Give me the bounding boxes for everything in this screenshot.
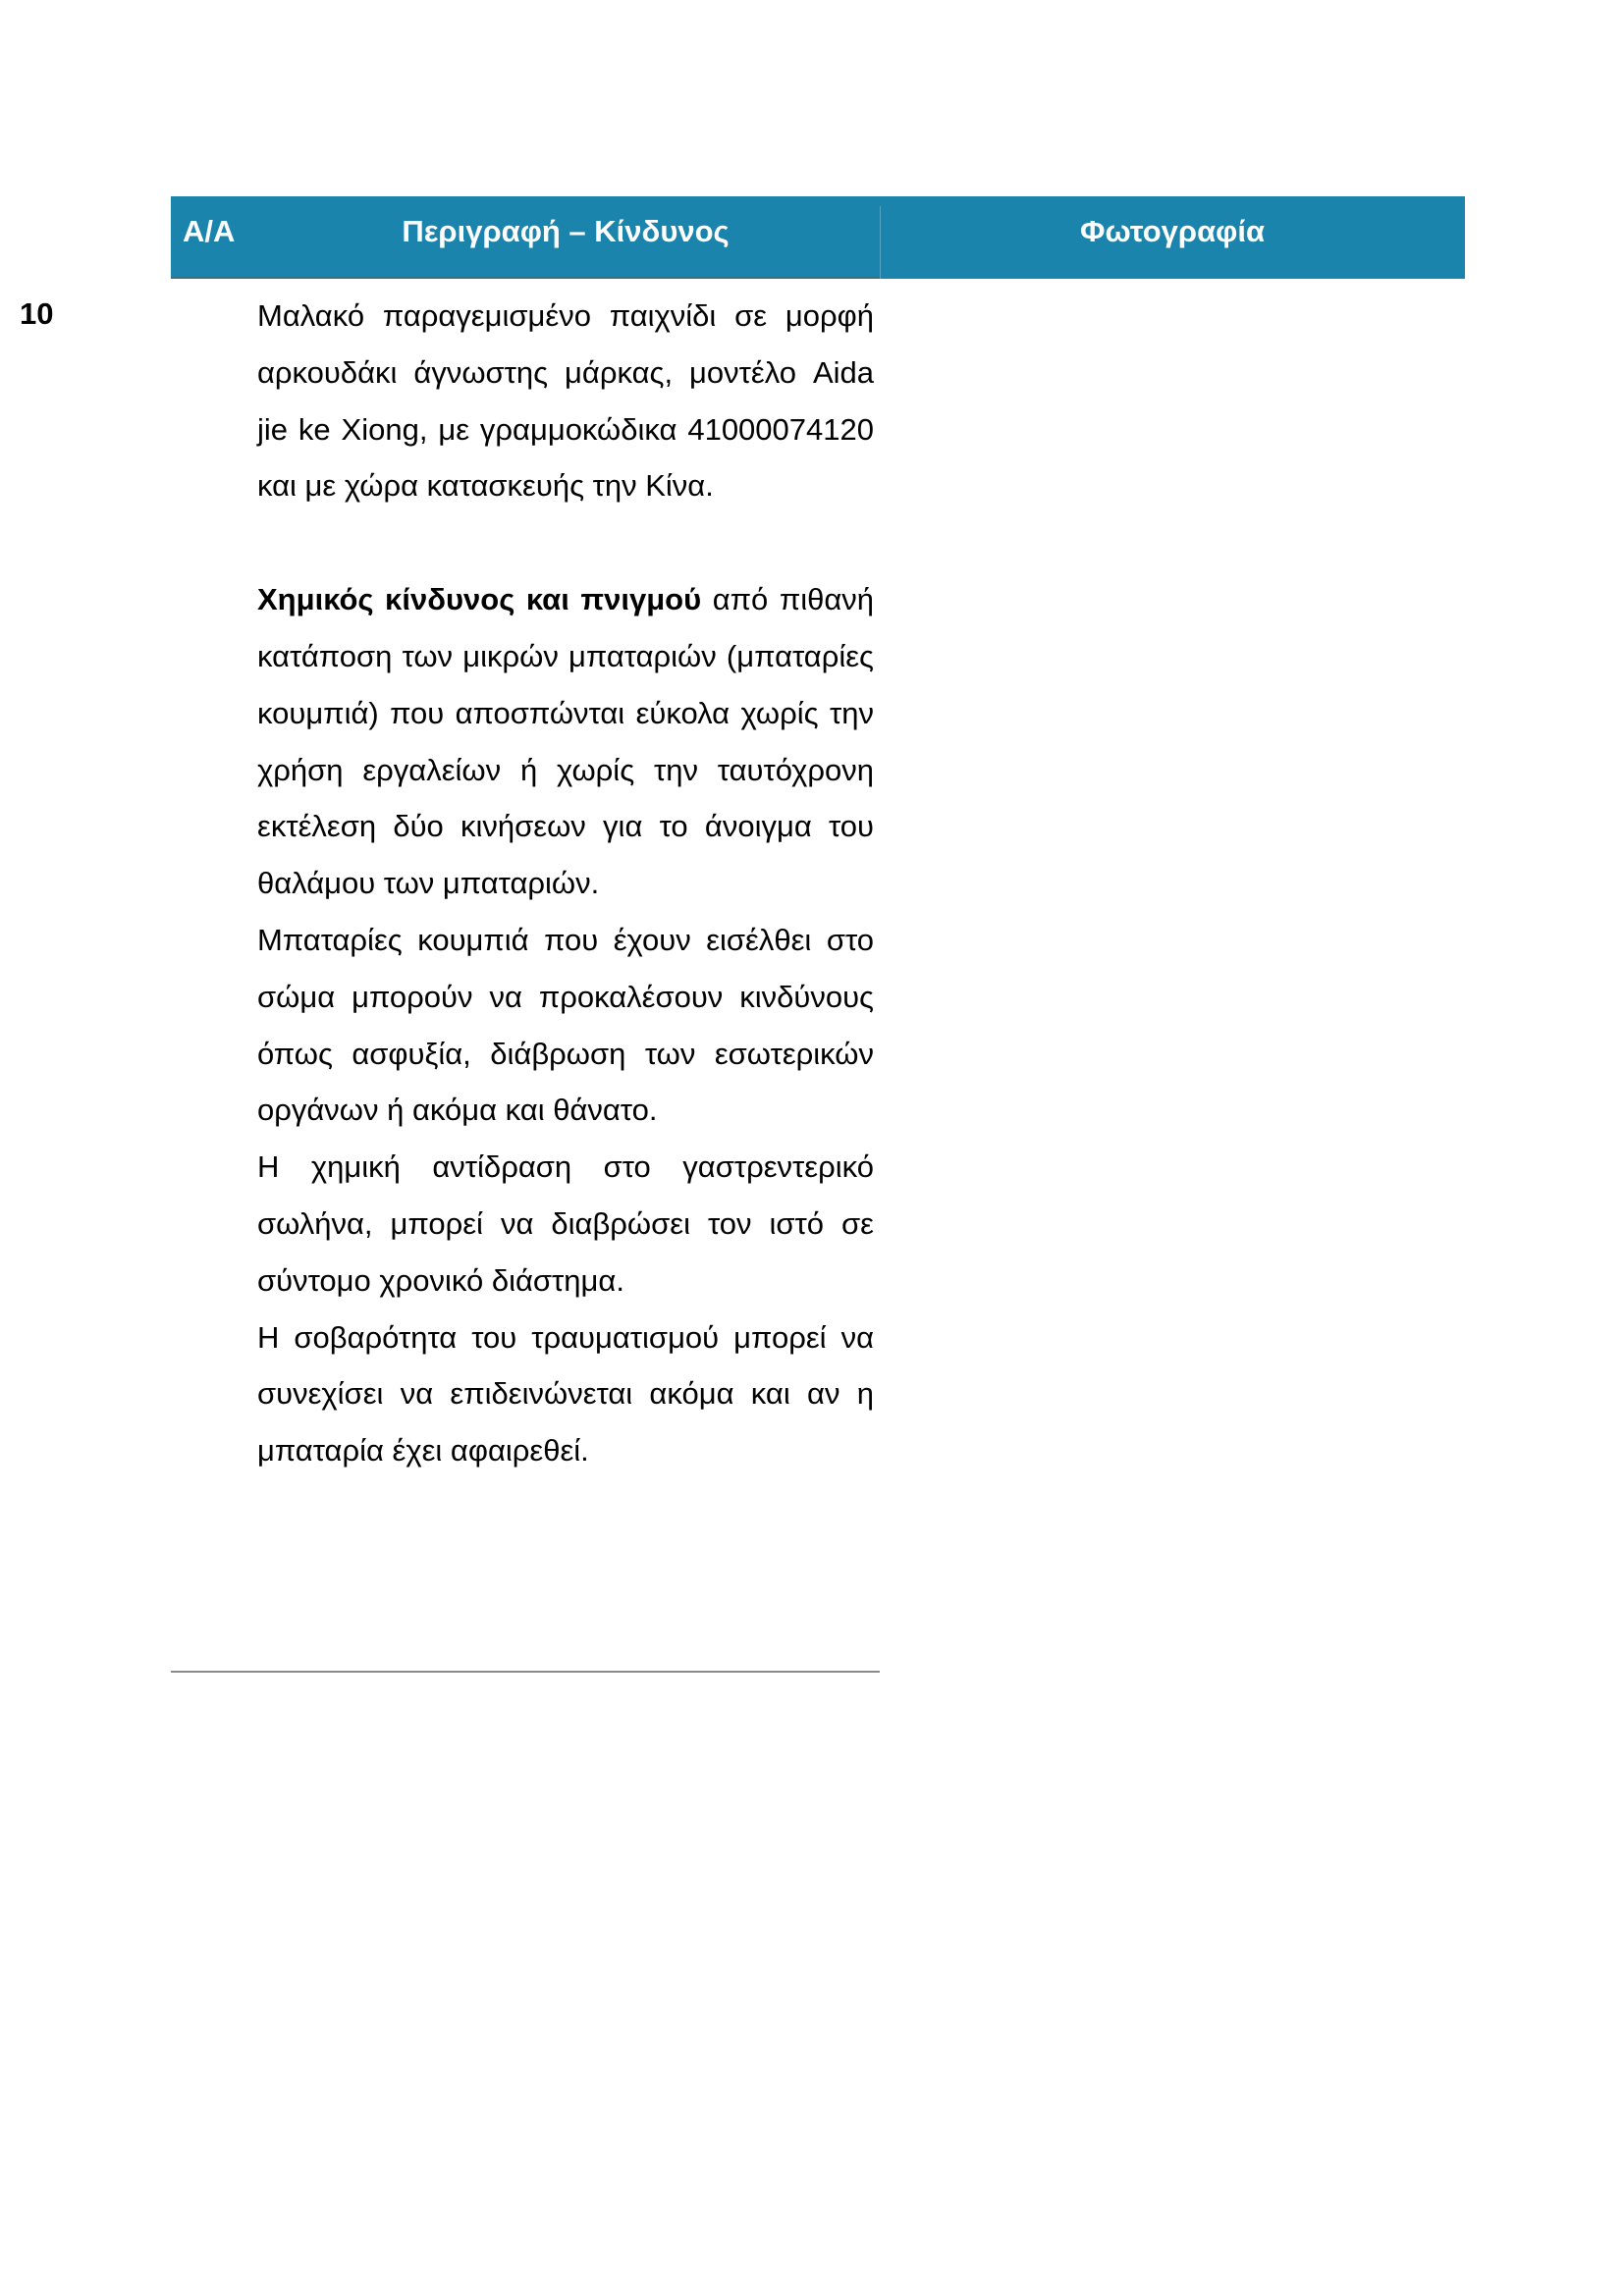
header-divider — [880, 206, 881, 279]
header-aa: Α/Α — [183, 214, 236, 248]
hazard-detail-3: Η σοβαρότητα του τραυματισμού μπορεί να συνεχίσει να επιδεινώνεται ακόμα και αν η μπαταρία έχει αφαιρεθεί. — [257, 1319, 874, 1468]
header-description: Περιγραφή – Κίνδυνος — [402, 214, 730, 248]
header-photo: Φωτογραφία — [1080, 214, 1265, 248]
header-underline — [171, 277, 880, 279]
hazard-paragraph — [257, 571, 874, 912]
hazard-title: Χημικός κίνδυνος και πνιγμού — [257, 582, 702, 617]
row-number: 10 — [20, 296, 54, 331]
product-description: Μαλακό παραγεμισμένο παιχνίδι σε μορφή αρκουδάκι άγνωστης μάρκας, μοντέλο Aida jie ke Xiong, με γραμμοκώδικα 41000074120 και με χώρα κατασκευής την Κίνα. — [257, 298, 874, 504]
description-cell — [257, 288, 874, 1479]
paragraph-spacer — [257, 514, 874, 571]
hazard-detail-2: Η χημική αντίδραση στο γαστρεντερικό σωλήνα, μπορεί να διαβρώσει τον ιστό σε σύντομο χρονικό διάστημα. — [257, 1149, 874, 1298]
hazard-detail-1: Μπαταρίες κουμπιά που έχουν εισέλθει στο σώμα μπορούν να προκαλέσουν κινδύνους όπως ασφυξία, διάβρωση των εσωτερικών οργάνων ή ακόμα και θάνατο. — [257, 922, 874, 1128]
row-bottom-border — [171, 1671, 880, 1673]
hazard-table — [171, 196, 1465, 279]
hazard-text: από πιθανή κατάποση των μικρών μπαταριών (μπαταρίες κουμπιά) που αποσπώνται εύκολα χωρίς την χρήση εργαλείων ή χωρίς την ταυτόχρονη εκτέλεση δύο κινήσεων για το άνοιγμα του θαλάμου των μπαταριών. — [257, 582, 874, 901]
table-header — [171, 196, 1465, 279]
